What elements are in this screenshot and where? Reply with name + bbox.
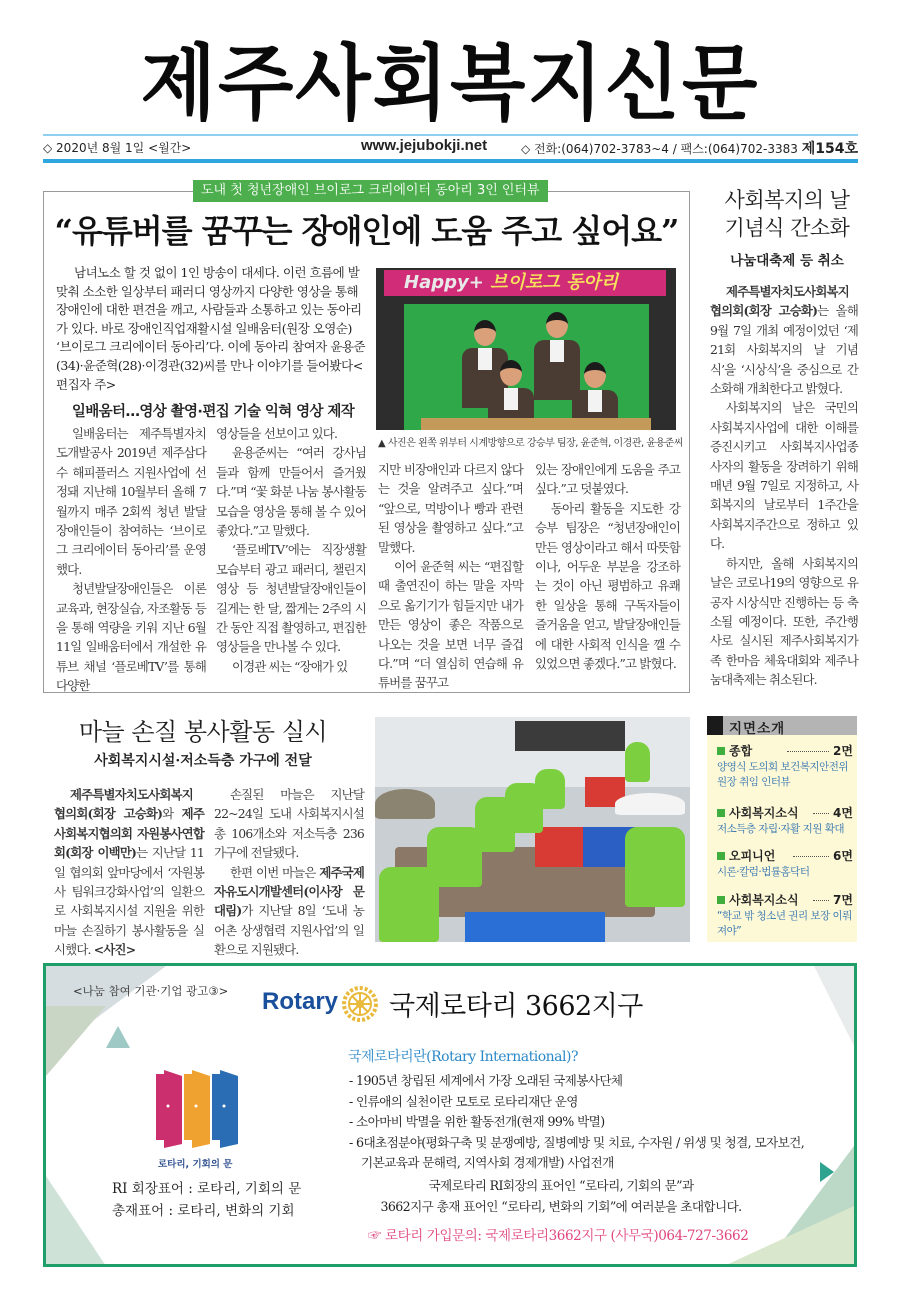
- page-index-header: 지면소개: [707, 716, 857, 735]
- vlog-club-photo: [376, 268, 676, 430]
- garlic-column-2: 손질된 마늘은 지난달 22~24일 도내 사회복지시설 총 106개소와 저소득층 236가구에 전달됐다. 한편 이번 마늘은 제주국제자유도시개발센터(이사장 문대림)가 지난달 8일 ‘도내 농어촌 상생협력 지원사업’의 일환으로 지원됐다.: [214, 787, 364, 958]
- garlic-headline: 마늘 손질 봉사활동 실시: [78, 718, 328, 746]
- paragraph: ‘플로베TV’에는 직장생활 모습부터 광고 패러디, 챌린지 영상 등 청년발달장애인들이 길게는 한 달, 짧게는 2주의 시간 동안 직접 촬영하고, 편집한 영상들을 만나볼 수 있다.: [216, 542, 366, 655]
- photo-caption: ▲ 사진은 왼쪽 위부터 시계방향으로 강승부 팀장, 윤준혁, 이경관, 윤용준씨: [378, 438, 683, 449]
- contact-info: [521, 138, 858, 158]
- newspaper-title: 제주사회복지신문: [140, 36, 760, 132]
- doors-logo-icon: [154, 1066, 242, 1148]
- paragraph: 동아리 활동을 지도한 강승부 팀장은 “청년장애인이 만든 영상이라고 해서 따뜻함이나, 어두운 부분을 강조하는 것이 아닌 평범하고 유쾌한 일상을 통해 구독자들이 즐거움을 얻고, 발달장애인들에 대한 사회적 인식을 깰 수 있었으면 좋겠다.”고 밝혔다.: [535, 500, 680, 672]
- index-item[interactable]: 오피니언 6면 시론·칼럼·법률홈닥터: [717, 849, 853, 878]
- paragraph: 청년발달장애인들은 이론교육과, 현장실습, 자조활동 등을 통해 역량을 키워 지난 6월 11일 일배움터에서 개설한 유튜브 채널 ‘플로베TV’를 통해 다양한: [56, 581, 206, 694]
- garlic-subheadline: 사회복지시설·저소득층 가구에 전달: [94, 753, 312, 769]
- bullet-square-icon: [717, 809, 725, 817]
- side-headline: 사회복지의 날 기념식 간소화: [724, 188, 850, 240]
- paragraph: 일배움터는 제주특별자치도개발공사 2019년 제주삼다수 해피플러스 지원사업에 선정돼 지난해 10월부터 올해 7월까지 매주 2회씩 청년 발달장애인들이 참여하는 ‘브이로그 크리에이터 동아리’를 운영했다.: [56, 426, 206, 577]
- motto-block: RI 회장표어 : 로타리, 기회의 문 총재표어 : 로타리, 변화의 기회: [112, 1181, 302, 1219]
- paragraph: 이경관 씨는 “장애가 있: [232, 658, 348, 674]
- issue-date: ◇ 2020년 8월 1일 <월간>: [43, 141, 192, 155]
- article-kicker: 도내 첫 청년장애인 브이로그 크리에이터 동아리 3인 인터뷰: [193, 180, 548, 202]
- article-column-3: [378, 460, 523, 693]
- paragraph: 이어 윤준혁 씨는 “편집할 때 출연진이 하는 말을 자막으로 옮기기가 힘들지만 내가 만든 영상이 좋은 작품으로 나오는 것을 보면 너무 즐겁다.”며 “더 열심히 연습해 유튜버를 꿈꾸고: [378, 559, 523, 691]
- paragraph: 윤용준씨는 “여러 강사님들과 함께 만들어서 즐거웠다.”며 “꽃 화분 나눔 봉사활동 모습을 영상을 통해 볼 수 있어 좋았다.”고 말했다.: [216, 445, 366, 539]
- main-headline: “유튜버를 꿈꾸는 장애인에 도움 주고 싶어요”: [54, 212, 679, 250]
- article-column-2: [216, 424, 366, 676]
- org-name: 제주특별자치도사회복지협의회(회장 고승화): [710, 284, 849, 319]
- issue-number: 제154호: [801, 141, 858, 157]
- rotary-wheel-icon: [340, 984, 380, 1024]
- index-item[interactable]: 사회복지소식 7면 “학교 밖 청소년 권리 보장 이뤄져야”: [717, 893, 853, 937]
- bullet-square-icon: [717, 747, 725, 755]
- club-banner: Happy+ 브이로그 동아리: [384, 270, 666, 296]
- article-column-1: [56, 424, 206, 696]
- ad-title: 국제로타리 3662지구: [389, 991, 643, 1022]
- paragraph: 사회복지의 날은 국민의 사회복지사업에 대한 이해를 증진시키고 사회복지사업종사자의 활동을 장려하기 위해 매년 9월 7일로 지정하고, 사회복지의 날로부터 1주간을 사회복지주간으로 정하고 있다.: [710, 400, 858, 552]
- side-article-body: 제주특별자치도사회복지협의회(회장 고승화)는 올해 9월 7일 개최 예정이었던 ‘제21회 사회복지의 날 기념식’을 ‘시상식’을 중심으로 간소화해 개최한다고 밝혔다. 사회복지의 날은 국민의 사회복지사업에 대한 이해를 증진시키고 사회복지사업종사자의 활동을 장려하기 위해 매년 9월 7일로 지정하고, 사회복지의 날로부터 1주간을 사회복지주간으로 정하고 있다. 하지만, 올해 사회복지의 날은 코로나19의 영향으로 유공자 시상식만 진행하는 등 축소될 예정이다. 또한, 주간행사로 실시된 제주사회복지가족 한마음 체육대회와 제주나눔대축제는 취소된다.: [710, 282, 858, 690]
- rule-top: [43, 134, 858, 136]
- rotary-brand: Rotary: [262, 988, 339, 1015]
- decor-triangle: [46, 1176, 106, 1266]
- door-logo-caption: 로타리, 기회의 문: [158, 1159, 233, 1170]
- garlic-volunteer-photo: [375, 717, 690, 942]
- garlic-column-1: 제주특별자치도사회복지협의회(회장 고승화)와 제주사회복지협의회 자원봉사연합회(회장 이백만)는 지난달 11일 협의회 앞마당에서 ‘자원봉사 팀워크강화사업’의 일환으로 사회복지시설 지원을 위한 마늘 손질하기 봉사활동을 실시했다. <사진>: [54, 787, 204, 958]
- list-item: - 1905년 창립된 세계에서 가장 오래된 국제봉사단체: [349, 1073, 623, 1088]
- decor-triangle: [814, 966, 854, 1046]
- photo-tag: <사진>: [93, 942, 136, 958]
- info-bar: [43, 137, 858, 157]
- paragraph: 지만 비장애인과 다르지 않다는 것을 알려주고 싶다.”며 “앞으로, 먹방이나 빵과 관련된 영상을 촬영하고 싶다.”고 말했다.: [378, 462, 523, 555]
- side-subheadline: 나눔대축제 등 취소: [730, 253, 844, 269]
- article-lead: 남녀노소 할 것 없이 1인 방송이 대세다. 이런 흐름에 발맞춰 소소한 일상부터 패러디 영상까지 다양한 영상을 통해 장애인에 대한 편견을 깨고, 사람들과 소통하고 있는 동아리가 있다. 바로 장애인직업재활시설 일배움터(원장 오영순) ‘브이로그 크리에이터 동아리’다. 이에 동아리 참여자 윤용준(34)·윤준혁(28)·이경관(32)씨를 만나 이야기를 들어봤다<편집자 주>: [56, 265, 366, 392]
- list-item: - 6대초점분야(평화구축 및 분쟁예방, 질병예방 및 치료, 수자원 / 위생 및 청결, 모자보건, 기본교육과 문해력, 지역사회 경제개발) 사업전개: [349, 1134, 805, 1170]
- article-column-4: [535, 460, 680, 673]
- website-link[interactable]: www.jejubokji.net: [361, 137, 488, 154]
- list-item: - 인류애의 실천이란 모토로 로타리재단 운영: [349, 1093, 578, 1109]
- ad-series-label: <나눔 참여 기관·기업 광고③>: [73, 984, 229, 998]
- invitation-text: 국제로타리 RI회장의 표어인 “로타리, 기회의 문”과 3662지구 총재 표어인 “로타리, 변화의 기회”에 여러분을 초대합니다.: [380, 1178, 742, 1214]
- ad-bullet-list: [349, 1071, 819, 1174]
- paragraph: 하지만, 올해 사회복지의 날은 코로나19의 영향으로 유공자 시상식만 진행하는 등 축소될 예정이다. 또한, 주간행사로 실시된 제주사회복지가족 한마음 체육대회와 제주나눔대축제는 취소된다.: [710, 555, 858, 688]
- desk: [421, 418, 651, 430]
- paragraph: 영상들을 선보이고 있다.: [216, 426, 338, 441]
- decor-triangle: [106, 1026, 130, 1048]
- rotary-advertisement: [43, 963, 857, 1267]
- bullet-square-icon: [717, 852, 725, 860]
- decor-triangle: [46, 1006, 106, 1076]
- phone-fax: ◇ 전화:(064)702-3783~4 / 팩스:(064)702-3383: [520, 142, 798, 156]
- index-item[interactable]: 종합 2면 양영식 도의회 보건복지안전위원장 취임 인터뷰: [717, 744, 853, 788]
- paragraph: 있는 장애인에게 도움을 주고 싶다.”고 덧붙였다.: [535, 462, 680, 497]
- membership-contact[interactable]: ☞ 로타리 가입문의: 국제로타리3662지구 (사무국)064-727-3662: [368, 1228, 749, 1244]
- list-item: - 소아마비 박멸을 위한 활동전개(현재 99% 박멸): [349, 1114, 605, 1129]
- bullet-square-icon: [717, 896, 725, 904]
- article-subhead: 일배움터…영상 촬영·편집 기술 익혀 영상 제작: [71, 404, 355, 420]
- rule-bottom: [43, 159, 858, 163]
- ad-question: 국제로타리란(Rotary International)?: [348, 1049, 578, 1065]
- decor-triangle: [820, 1162, 834, 1182]
- index-item[interactable]: 사회복지소식 4면 저소득층 자립·자활 지원 확대: [717, 806, 853, 835]
- page-index-box: [707, 716, 857, 942]
- masthead: [0, 38, 900, 130]
